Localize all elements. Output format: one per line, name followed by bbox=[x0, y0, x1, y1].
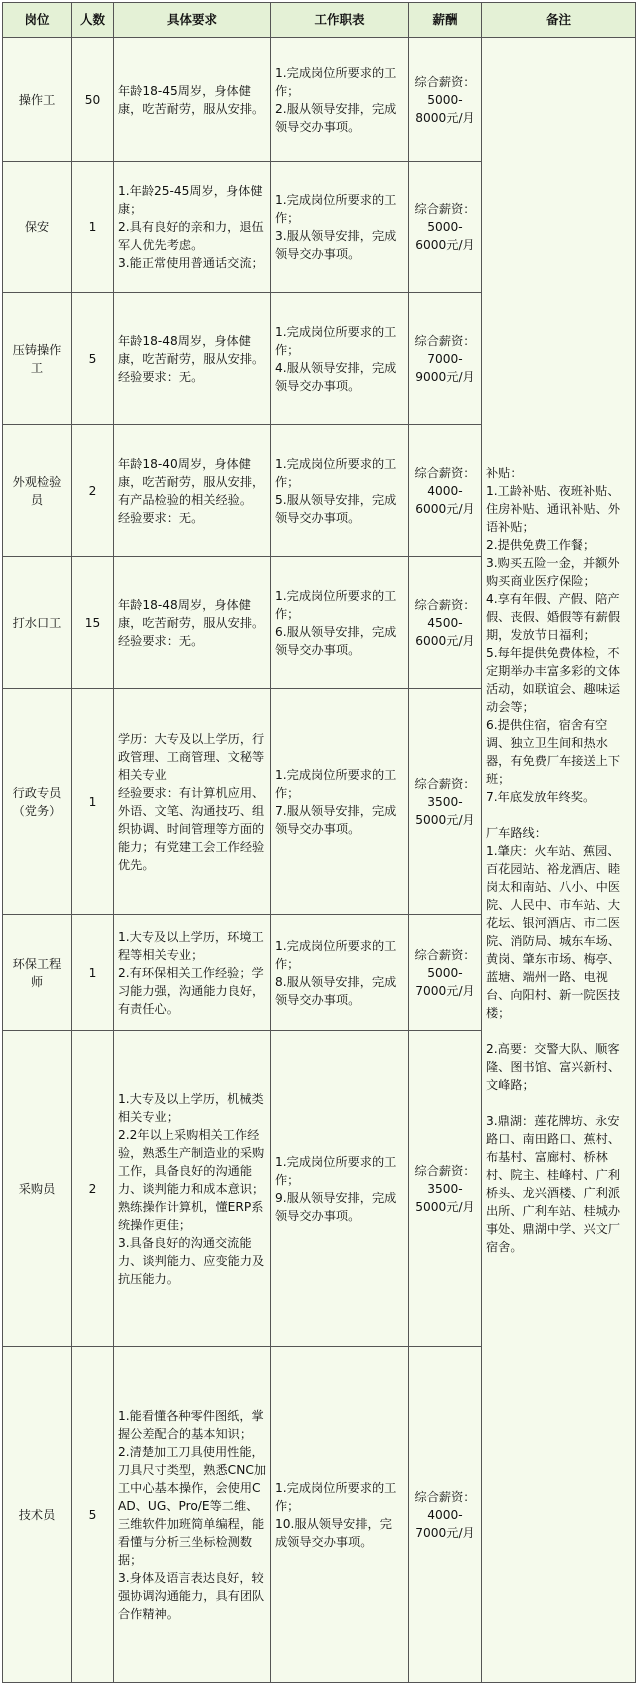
position-cell: 打水口工 bbox=[3, 557, 72, 689]
position-cell: 环保工程师 bbox=[3, 915, 72, 1031]
requirements-cell: 学历：大专及以上学历，行政管理、工商管理、文秘等相关专业 经验要求：有计算机应用、外语、文笔、沟通技巧、组织协调、时间管理等方面的能力；有党建工会工作经验优先。 bbox=[114, 689, 271, 915]
salary-cell: 综合薪资： 5000- 6000元/月 bbox=[409, 162, 482, 293]
requirements-cell: 年龄18-40周岁，身体健康，吃苦耐劳，服从安排，有产品检验的相关经验。 经验要求：无。 bbox=[114, 425, 271, 557]
salary-cell: 综合薪资： 5000- 7000元/月 bbox=[409, 915, 482, 1031]
salary-cell: 综合薪资： 4000- 6000元/月 bbox=[409, 425, 482, 557]
requirements-cell: 1.大专及以上学历，环境工程等相关专业； 2.有环保相关工作经验；学习能力强，沟通能力良好，有责任心。 bbox=[114, 915, 271, 1031]
duties-cell: 1.完成岗位所要求的工作； 10.服从领导安排，完成领导交办事项。 bbox=[271, 1347, 409, 1683]
header-duties: 工作职表 bbox=[271, 3, 409, 38]
count-cell: 5 bbox=[72, 293, 114, 425]
table-row bbox=[3, 38, 636, 162]
duties-cell: 1.完成岗位所要求的工作； 3.服从领导安排，完成领导交办事项。 bbox=[271, 162, 409, 293]
position-cell: 技术员 bbox=[3, 1347, 72, 1683]
header-notes: 备注 bbox=[482, 3, 636, 38]
requirements-cell: 1.能看懂各种零件图纸，掌握公差配合的基本知识； 2.清楚加工刀具使用性能，刀具尺寸类型，熟悉CNC加工中心基本操作，会使用CAD、UG、Pro/E等二维、三维软件加班简单编程，能看懂与分析三坐标检测数据； 3.身体及语言表达良好，较强协调沟通能力，具有团队合作精神。 bbox=[114, 1347, 271, 1683]
salary-cell: 综合薪资： 4500- 6000元/月 bbox=[409, 557, 482, 689]
salary-cell: 综合薪资： 7000- 9000元/月 bbox=[409, 293, 482, 425]
duties-cell: 1.完成岗位所要求的工作； 5.服从领导安排，完成领导交办事项。 bbox=[271, 425, 409, 557]
requirements-cell: 年龄18-48周岁，身体健康，吃苦耐劳，服从安排。 经验要求：无。 bbox=[114, 293, 271, 425]
job-table bbox=[2, 2, 636, 1683]
salary-cell: 综合薪资： 3500- 5000元/月 bbox=[409, 689, 482, 915]
header-requirements: 具体要求 bbox=[114, 3, 271, 38]
position-cell: 行政专员 （党务） bbox=[3, 689, 72, 915]
header-position: 岗位 bbox=[3, 3, 72, 38]
position-cell: 外观检验员 bbox=[3, 425, 72, 557]
requirements-cell: 1.大专及以上学历，机械类相关专业； 2.2年以上采购相关工作经验，熟悉生产制造业的采购工作，具备良好的沟通能力、谈判能力和成本意识；熟练操作计算机，懂ERP系统操作更佳； 3.具备良好的沟通交流能力、谈判能力、应变能力及抗压能力。 bbox=[114, 1031, 271, 1347]
duties-cell: 1.完成岗位所要求的工作； 2.服从领导安排，完成领导交办事项。 bbox=[271, 38, 409, 162]
count-cell: 1 bbox=[72, 915, 114, 1031]
requirements-cell: 年龄18-48周岁，身体健康，吃苦耐劳，服从安排。 经验要求：无。 bbox=[114, 557, 271, 689]
table-header-row bbox=[3, 3, 636, 38]
count-cell: 15 bbox=[72, 557, 114, 689]
count-cell: 50 bbox=[72, 38, 114, 162]
header-count: 人数 bbox=[72, 3, 114, 38]
duties-cell: 1.完成岗位所要求的工作； 9.服从领导安排，完成领导交办事项。 bbox=[271, 1031, 409, 1347]
duties-cell: 1.完成岗位所要求的工作； 4.服从领导安排，完成领导交办事项。 bbox=[271, 293, 409, 425]
position-cell: 操作工 bbox=[3, 38, 72, 162]
count-cell: 2 bbox=[72, 425, 114, 557]
duties-cell: 1.完成岗位所要求的工作； 7.服从领导安排，完成领导交办事项。 bbox=[271, 689, 409, 915]
count-cell: 2 bbox=[72, 1031, 114, 1347]
position-cell: 压铸操作工 bbox=[3, 293, 72, 425]
salary-cell: 综合薪资： 4000- 7000元/月 bbox=[409, 1347, 482, 1683]
count-cell: 5 bbox=[72, 1347, 114, 1683]
count-cell: 1 bbox=[72, 689, 114, 915]
salary-cell: 综合薪资： 5000- 8000元/月 bbox=[409, 38, 482, 162]
header-salary: 薪酬 bbox=[409, 3, 482, 38]
requirements-cell: 年龄18-45周岁，身体健康，吃苦耐劳，服从安排。 bbox=[114, 38, 271, 162]
position-cell: 保安 bbox=[3, 162, 72, 293]
salary-cell: 综合薪资： 3500- 5000元/月 bbox=[409, 1031, 482, 1347]
position-cell: 采购员 bbox=[3, 1031, 72, 1347]
duties-cell: 1.完成岗位所要求的工作； 6.服从领导安排，完成领导交办事项。 bbox=[271, 557, 409, 689]
requirements-cell: 1.年龄25-45周岁，身体健康； 2.具有良好的亲和力，退伍军人优先考虑。 3.能正常使用普通话交流； bbox=[114, 162, 271, 293]
notes-cell: 补贴： 1.工龄补贴、夜班补贴、住房补贴、通讯补贴、外语补贴； 2.提供免费工作餐； 3.购买五险一金，并额外购买商业医疗保险； 4.享有年假、产假、陪产假、丧假、婚假等有薪假期，发放节日福利； 5.每年提供免费体检，不定期举办丰富多彩的文体活动，如联谊会、趣味运动会等； 6.提供住宿，宿舍有空调、独立卫生间和热水器，有免费厂车接送上下班； 7.年底发放年终奖。 厂车路线： 1.肇庆：火车站、蕉园、百花园站、裕龙酒店、睦岗太和南站、八小、中医院、人民中、市车站、大花坛、银河酒店、市二医院、消防局、城东车场、黄岗、肇东市场、梅亭、蓝塘、端州一路、电视台、向阳村、新一院医技楼； 2.高要：交警大队、顺客隆、图书馆、富兴新村、文峰路； 3.鼎湖：莲花牌坊、永安路口、南田路口、蕉村、布基村、富廊村、桥林村、院主、桂峰村、广利桥头、龙兴酒楼、广利派出所、广利车站、桂城办事处、鼎湖中学、兴文厂宿舍。 bbox=[482, 38, 636, 1683]
duties-cell: 1.完成岗位所要求的工作； 8.服从领导安排，完成领导交办事项。 bbox=[271, 915, 409, 1031]
count-cell: 1 bbox=[72, 162, 114, 293]
